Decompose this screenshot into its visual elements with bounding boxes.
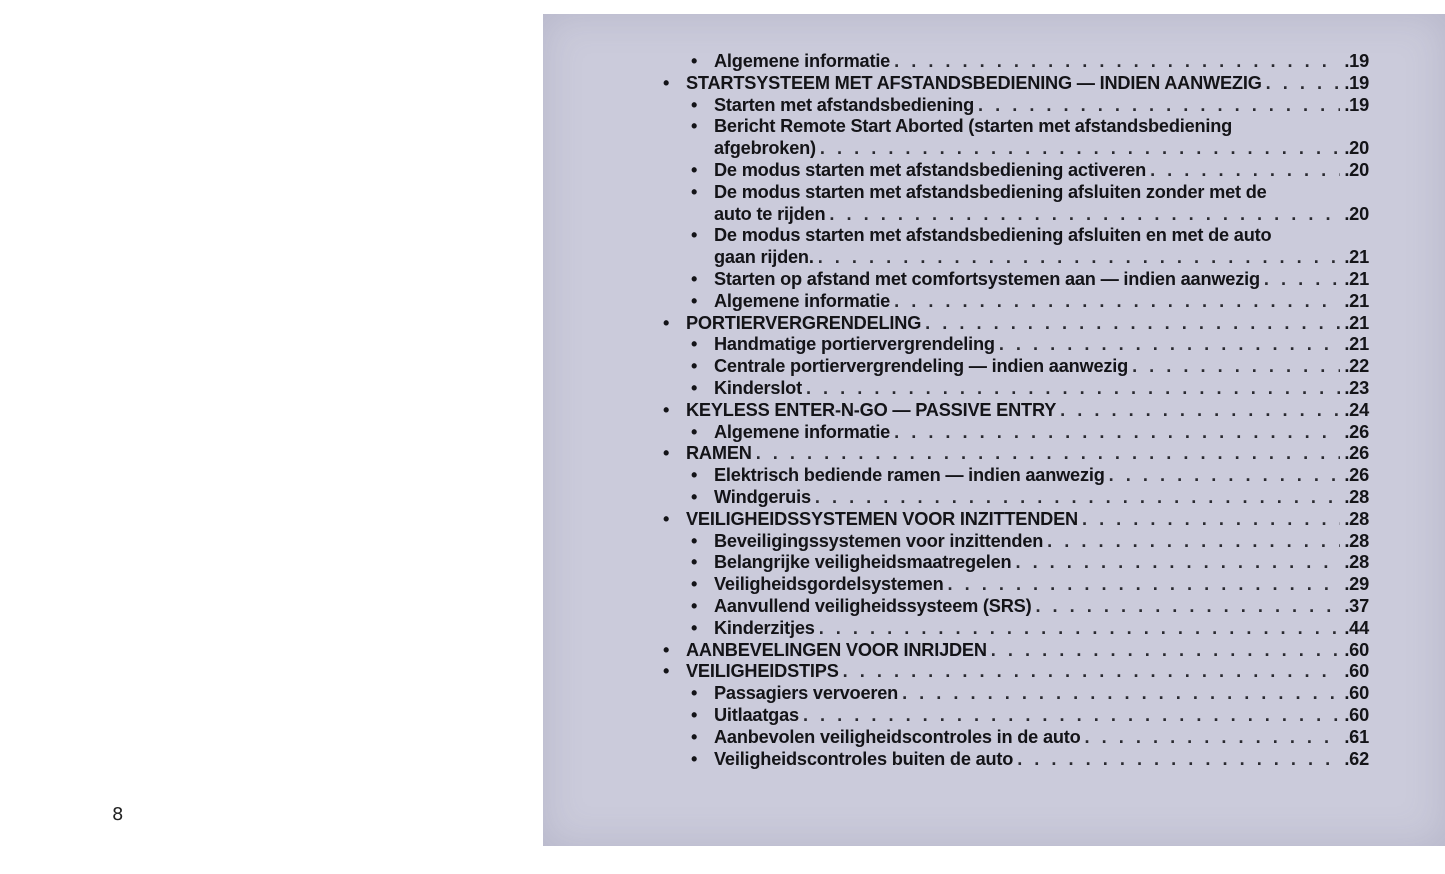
toc-page-number: .29 [1344, 574, 1369, 595]
toc-page-number: .44 [1344, 617, 1369, 638]
toc-subsection-entry [661, 727, 1369, 749]
toc-entry-title: • Elektrisch bediende ramen — indien aanwezig [714, 465, 1105, 486]
toc-section-entry [661, 313, 1369, 335]
toc-subsection-entry [661, 683, 1369, 705]
toc-page-number: .20 [1344, 159, 1369, 180]
toc-entry-title: gaan rijden. [714, 247, 814, 268]
toc-page-number: .22 [1344, 356, 1369, 377]
toc-entry-title: • KEYLESS ENTER-N-GO — PASSIVE ENTRY [686, 399, 1057, 420]
toc-subsection-entry [661, 225, 1369, 269]
toc-page-number: .20 [1344, 138, 1369, 159]
toc-page-number: .19 [1344, 72, 1369, 93]
toc-subsection-entry [661, 116, 1369, 160]
toc-section-entry [661, 73, 1369, 95]
toc-subsection-entry [661, 422, 1369, 444]
toc-subsection-entry [661, 618, 1369, 640]
toc-subsection-entry [661, 334, 1369, 356]
toc-entry-title: • Aanvullend veiligheidssysteem (SRS) [714, 595, 1032, 616]
page-number: 8 [112, 804, 124, 825]
toc-page-number: .60 [1344, 661, 1369, 682]
toc-entry-title: auto te rijden [714, 203, 826, 224]
toc-subsection-entry [661, 269, 1369, 291]
toc-page-number: .24 [1344, 399, 1369, 420]
toc-page-number: .61 [1344, 726, 1369, 747]
toc-subsection-entry [661, 356, 1369, 378]
toc-entry-title: • VEILIGHEIDSSYSTEMEN VOOR INZITTENDEN [686, 508, 1078, 529]
toc-dot-leader [1015, 552, 1340, 574]
toc-page-number: .62 [1344, 748, 1369, 769]
toc-dot-leader [902, 683, 1340, 705]
table-of-contents [661, 51, 1369, 770]
toc-section-entry [661, 640, 1369, 662]
toc-entry-title: • STARTSYSTEEM MET AFSTANDSBEDIENING — INDIEN AANWEZIG [686, 72, 1262, 93]
toc-subsection-entry [661, 51, 1369, 73]
toc-subsection-entry [661, 182, 1369, 226]
toc-subsection-entry [661, 552, 1369, 574]
toc-entry-title: • Kinderslot [714, 377, 802, 398]
toc-dot-leader [1109, 465, 1341, 487]
toc-page-number: .28 [1344, 552, 1369, 573]
toc-entry-title: • Passagiers vervoeren [714, 683, 899, 704]
toc-page-number: .28 [1344, 530, 1369, 551]
toc-dot-leader [819, 618, 1341, 640]
toc-entry-title: • AANBEVELINGEN VOOR INRIJDEN [686, 639, 987, 660]
toc-dot-leader [948, 574, 1341, 596]
toc-subsection-entry [661, 378, 1369, 400]
toc-page-number: .26 [1344, 443, 1369, 464]
toc-subsection-entry [661, 160, 1369, 182]
toc-page-number: .21 [1344, 268, 1369, 289]
toc-entry-title: • Veiligheidscontroles buiten de auto [714, 748, 1014, 769]
toc-dot-leader [925, 313, 1340, 335]
toc-entry-title: • RAMEN [686, 443, 752, 464]
toc-dot-leader [756, 443, 1341, 465]
toc-page-number: .60 [1344, 639, 1369, 660]
toc-dot-leader [1035, 596, 1340, 618]
toc-entry-title: afgebroken) [714, 138, 816, 159]
toc-dot-leader [894, 291, 1340, 313]
toc-page-number: .23 [1344, 377, 1369, 398]
toc-page-number: .28 [1344, 508, 1369, 529]
toc-dot-leader [818, 247, 1341, 269]
toc-entry-title: • Aanbevolen veiligheidscontroles in de auto [714, 726, 1081, 747]
toc-entry-title: • PORTIERVERGRENDELING [686, 312, 922, 333]
toc-subsection-entry [661, 596, 1369, 618]
toc-page-number: .37 [1344, 595, 1369, 616]
toc-page-number: .60 [1344, 683, 1369, 704]
toc-dot-leader [803, 705, 1340, 727]
toc-page-number: .19 [1344, 51, 1369, 71]
toc-subsection-entry [661, 705, 1369, 727]
toc-entry-title: • Belangrijke veiligheidsmaatregelen [714, 552, 1012, 573]
toc-dot-leader [1047, 531, 1340, 553]
toc-dot-leader [1132, 356, 1340, 378]
toc-dot-leader [843, 661, 1341, 683]
toc-section-entry [661, 400, 1369, 422]
toc-section-entry [661, 443, 1369, 465]
toc-entry-title: • Veiligheidsgordelsystemen [714, 574, 944, 595]
toc-dot-leader [829, 204, 1340, 226]
toc-page-number: .21 [1344, 290, 1369, 311]
toc-page-number: .26 [1344, 421, 1369, 442]
toc-page-number: .26 [1344, 465, 1369, 486]
toc-dot-leader [1017, 749, 1340, 771]
toc-dot-leader [978, 95, 1340, 117]
toc-entry-title-line: • De modus starten met afstandsbediening afsluiten zonder met de [714, 181, 1267, 202]
toc-dot-leader [1082, 509, 1340, 531]
toc-dot-leader [999, 334, 1340, 356]
toc-dot-leader [1085, 727, 1341, 749]
toc-entry-title: • Kinderzitjes [714, 617, 815, 638]
toc-page-number: .21 [1344, 312, 1369, 333]
toc-entry-title: • Starten op afstand met comfortsystemen aan — indien aanwezig [714, 268, 1260, 289]
toc-entry-title: • VEILIGHEIDSTIPS [686, 661, 839, 682]
toc-entry-title: • Centrale portiervergrendeling — indien aanwezig [714, 356, 1129, 377]
toc-subsection-entry [661, 749, 1369, 771]
toc-page-number: .60 [1344, 704, 1369, 725]
toc-dot-leader [806, 378, 1340, 400]
toc-section-entry [661, 661, 1369, 683]
toc-entry-title: • Algemene informatie [714, 421, 891, 442]
toc-dot-leader [1266, 73, 1341, 95]
toc-entry-title: • Beveiligingssystemen voor inzittenden [714, 530, 1044, 551]
toc-entry-title: • Handmatige portiervergrendeling [714, 334, 995, 355]
toc-dot-leader [894, 422, 1340, 444]
toc-dot-leader [1150, 160, 1340, 182]
toc-page-number: .19 [1344, 94, 1369, 115]
toc-subsection-entry [661, 487, 1369, 509]
toc-dot-leader [894, 51, 1340, 73]
toc-section-entry [661, 509, 1369, 531]
toc-subsection-entry [661, 465, 1369, 487]
toc-dot-leader [815, 487, 1340, 509]
toc-page-number: .21 [1344, 334, 1369, 355]
toc-page-number: .20 [1344, 203, 1369, 224]
scanned-toc-page [543, 14, 1445, 846]
toc-page-number: .21 [1344, 247, 1369, 268]
toc-entry-title-line: • Bericht Remote Start Aborted (starten met afstandsbediening [714, 116, 1233, 137]
toc-page-number: .28 [1344, 486, 1369, 507]
toc-dot-leader [1060, 400, 1340, 422]
toc-subsection-entry [661, 291, 1369, 313]
toc-subsection-entry [661, 95, 1369, 117]
toc-entry-title: • Algemene informatie [714, 290, 891, 311]
toc-entry-title: • Uitlaatgas [714, 704, 799, 725]
toc-entry-title-line: • De modus starten met afstandsbediening afsluiten en met de auto [714, 225, 1272, 246]
toc-entry-title: • Windgeruis [714, 486, 811, 507]
toc-dot-leader [820, 138, 1340, 160]
toc-entry-title: • De modus starten met afstandsbediening activeren [714, 159, 1147, 180]
toc-subsection-entry [661, 574, 1369, 596]
toc-entry-title: • Algemene informatie [714, 51, 891, 71]
toc-entry-title: • Starten met afstandsbediening [714, 94, 974, 115]
toc-dot-leader [991, 640, 1341, 662]
toc-subsection-entry [661, 531, 1369, 553]
toc-dot-leader [1264, 269, 1340, 291]
